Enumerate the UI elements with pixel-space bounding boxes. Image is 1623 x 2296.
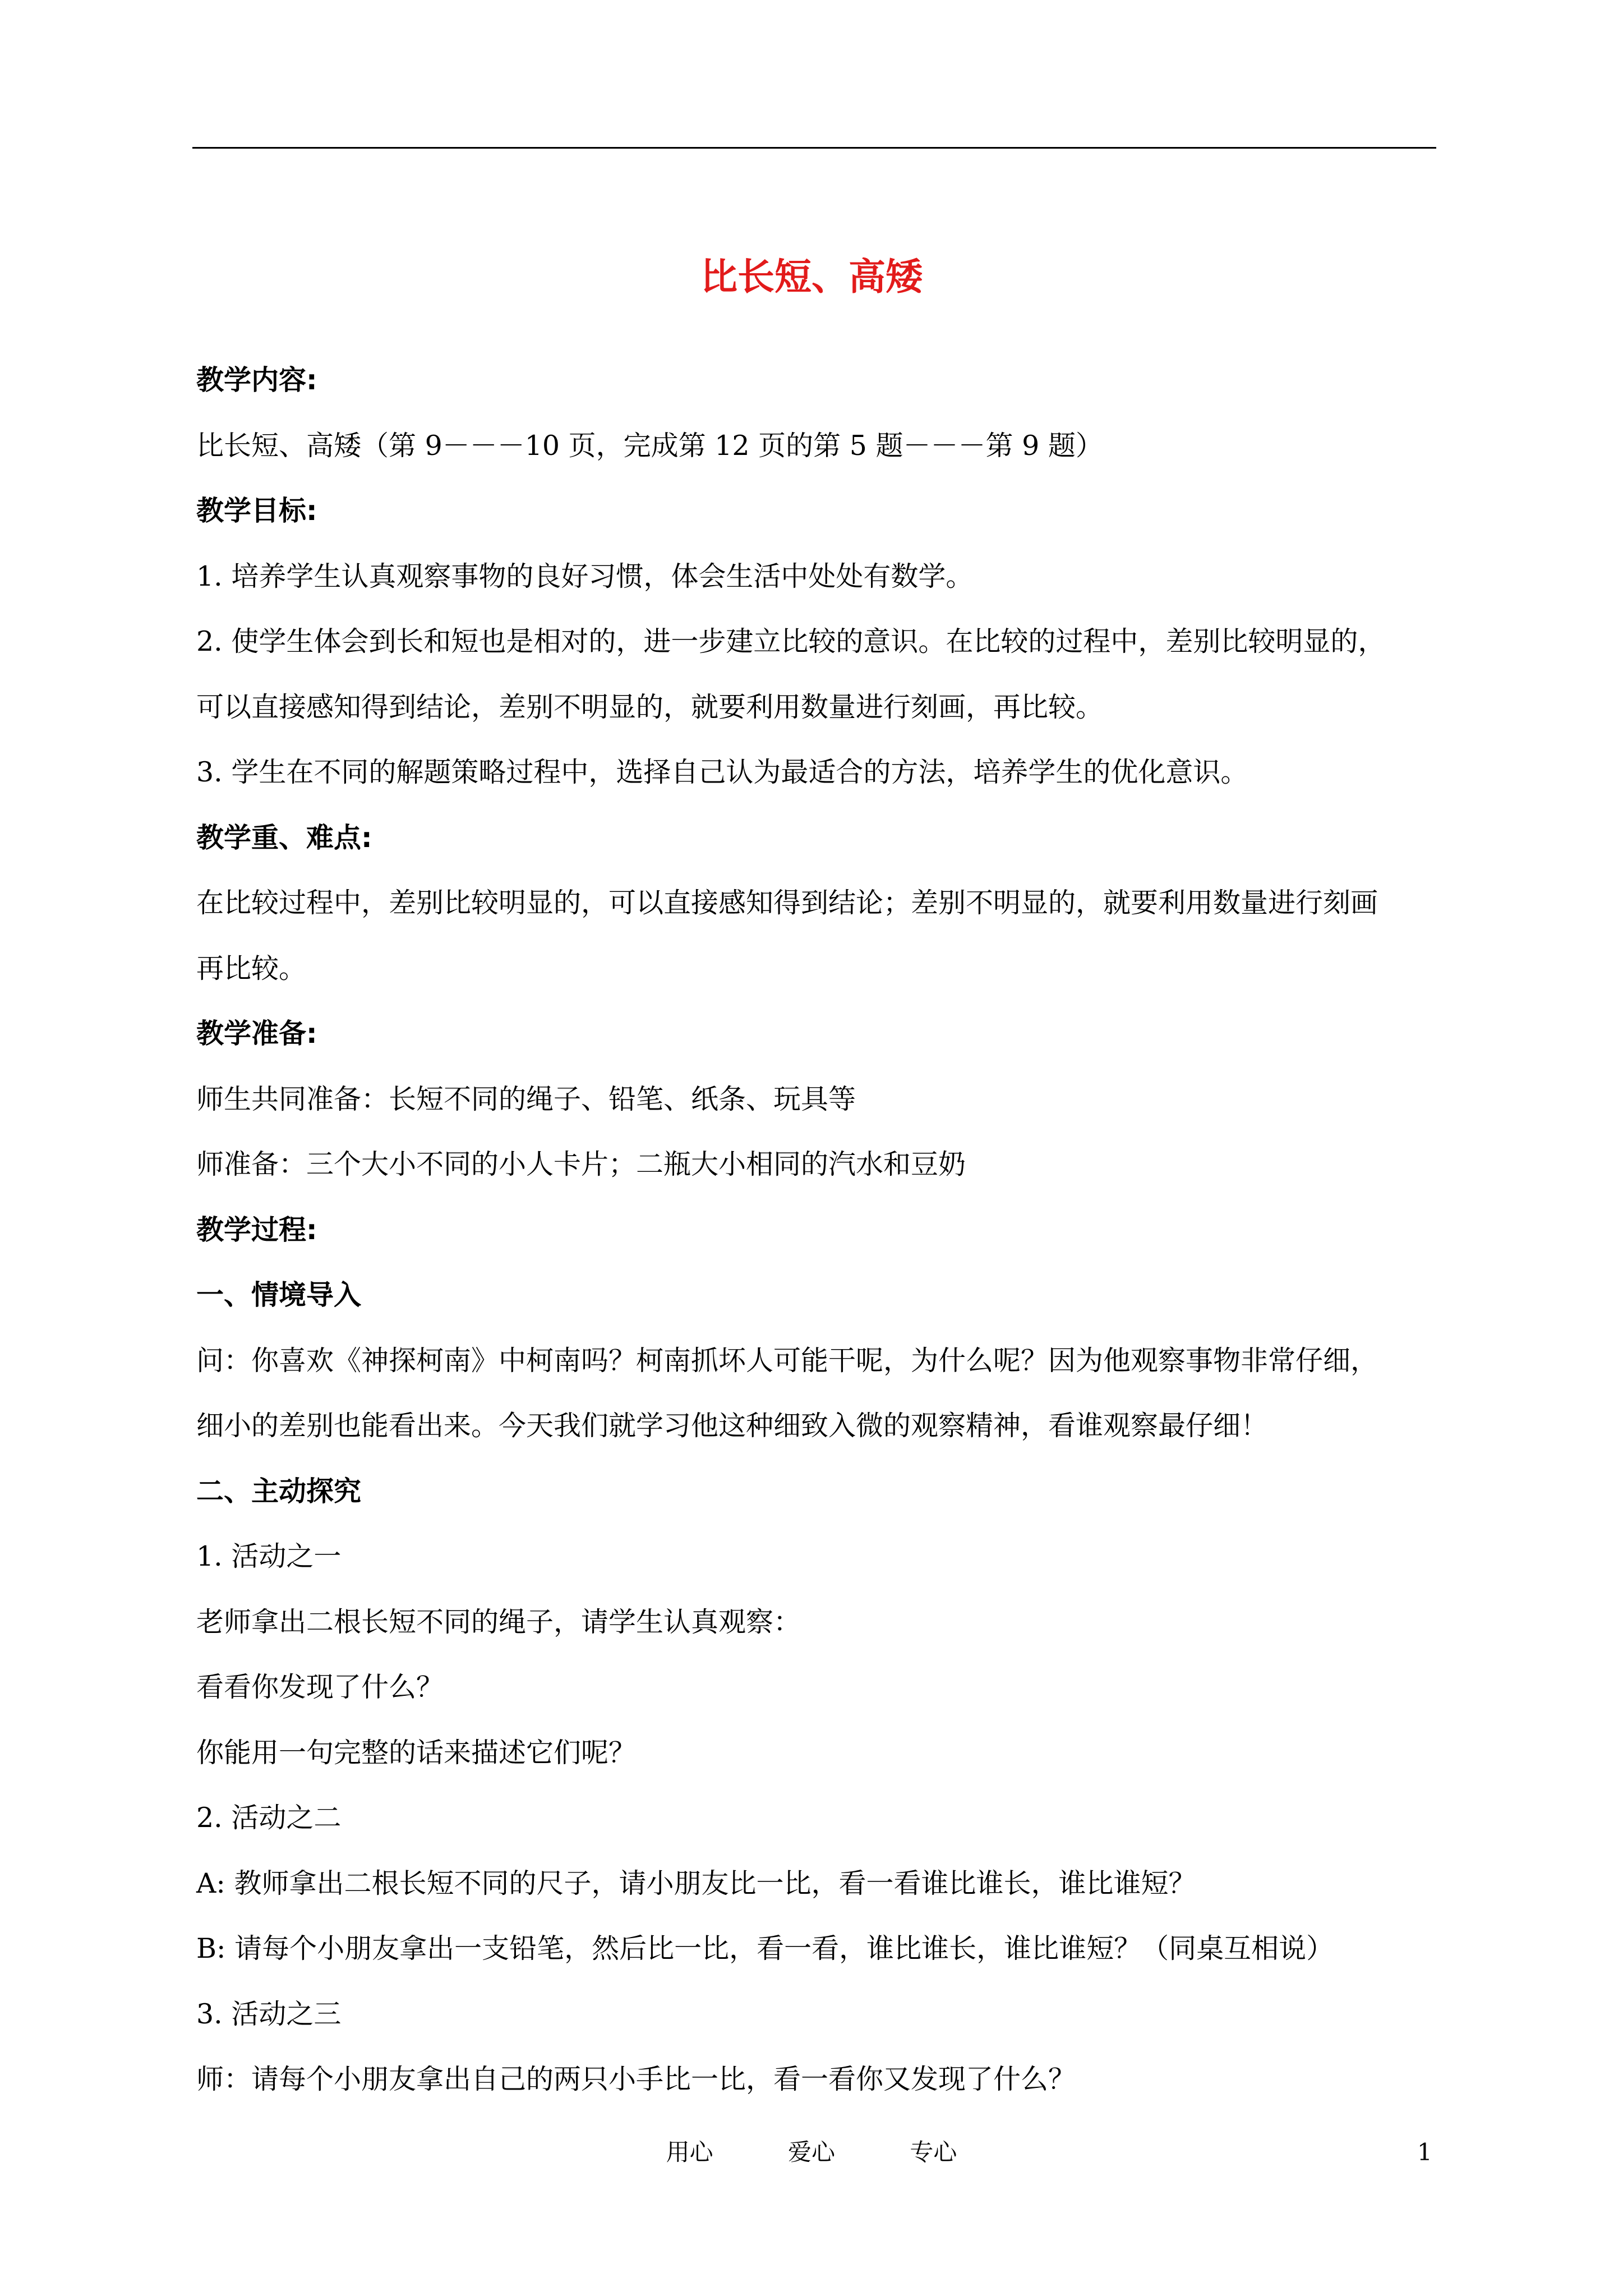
text-line: 教学目标: — [196, 495, 317, 527]
text-line: 教学内容: — [196, 364, 317, 396]
text-line: A: 教师拿出二根长短不同的尺子，请小朋友比一比，看一看谁比谁长，谁比谁短？ — [196, 1867, 1196, 1899]
text-line: B: 请每个小朋友拿出一支铅笔，然后比一比，看一看，谁比谁长，谁比谁短？（同桌互相说） — [196, 1932, 1334, 1964]
text-line: 老师拿出二根长短不同的绳子，请学生认真观察： — [196, 1606, 801, 1638]
text-line: 教学过程: — [196, 1214, 317, 1246]
text-line: 教学准备: — [196, 1018, 317, 1050]
header-rule — [192, 147, 1436, 149]
text-line: 问：你喜欢《神探柯南》中柯南吗？柯南抓坏人可能干呢，为什么呢？因为他观察事物非常仔细， — [196, 1345, 1378, 1377]
text-line: 二、主动探究 — [196, 1475, 362, 1507]
page-number: 1 — [1417, 2138, 1432, 2166]
text-line: 看看你发现了什么？ — [196, 1671, 444, 1703]
text-line: 1. 培养学生认真观察事物的良好习惯，体会生活中处处有数学。 — [196, 560, 974, 592]
text-line: 1. 活动之一 — [196, 1540, 342, 1572]
text-line: 3. 学生在不同的解题策略过程中，选择自己认为最适合的方法，培养学生的优化意识。 — [196, 756, 1248, 788]
footer-motto — [0, 2138, 1623, 2166]
text-line: 师准备：三个大小不同的小人卡片；二瓶大小相同的汽水和豆奶 — [196, 1148, 966, 1180]
text-line: 2. 使学生体会到长和短也是相对的，进一步建立比较的意识。在比较的过程中，差别比较明显的， — [196, 625, 1386, 657]
text-line: 再比较。 — [196, 953, 307, 984]
text-line: 比长短、高矮（第 9－－－10 页，完成第 12 页的第 5 题－－－第 9 题） — [196, 430, 1103, 462]
text-line: 在比较过程中，差别比较明显的，可以直接感知得到结论；差别不明显的，就要利用数量进行刻画 — [196, 887, 1378, 919]
footer-motto-item: 专心 — [910, 2138, 957, 2166]
footer-motto-item: 用心 — [666, 2138, 713, 2166]
text-line: 3. 活动之三 — [196, 1998, 342, 2030]
text-line: 2. 活动之二 — [196, 1802, 342, 1834]
text-line: 可以直接感知得到结论，差别不明显的，就要利用数量进行刻画，再比较。 — [196, 691, 1104, 723]
text-line: 细小的差别也能看出来。今天我们就学习他这种细致入微的观察精神，看谁观察最仔细！ — [196, 1410, 1269, 1442]
text-line: 师：请每个小朋友拿出自己的两只小手比一比，看一看你又发现了什么？ — [196, 2063, 1076, 2095]
text-line: 你能用一句完整的话来描述它们呢？ — [196, 1737, 637, 1769]
footer-motto-item: 爱心 — [787, 2138, 835, 2166]
text-line: 师生共同准备：长短不同的绳子、铅笔、纸条、玩具等 — [196, 1083, 856, 1115]
text-line: 教学重、难点: — [196, 822, 372, 854]
document-title: 比长短、高矮 — [700, 255, 923, 298]
text-line: 一、情境导入 — [196, 1279, 362, 1311]
